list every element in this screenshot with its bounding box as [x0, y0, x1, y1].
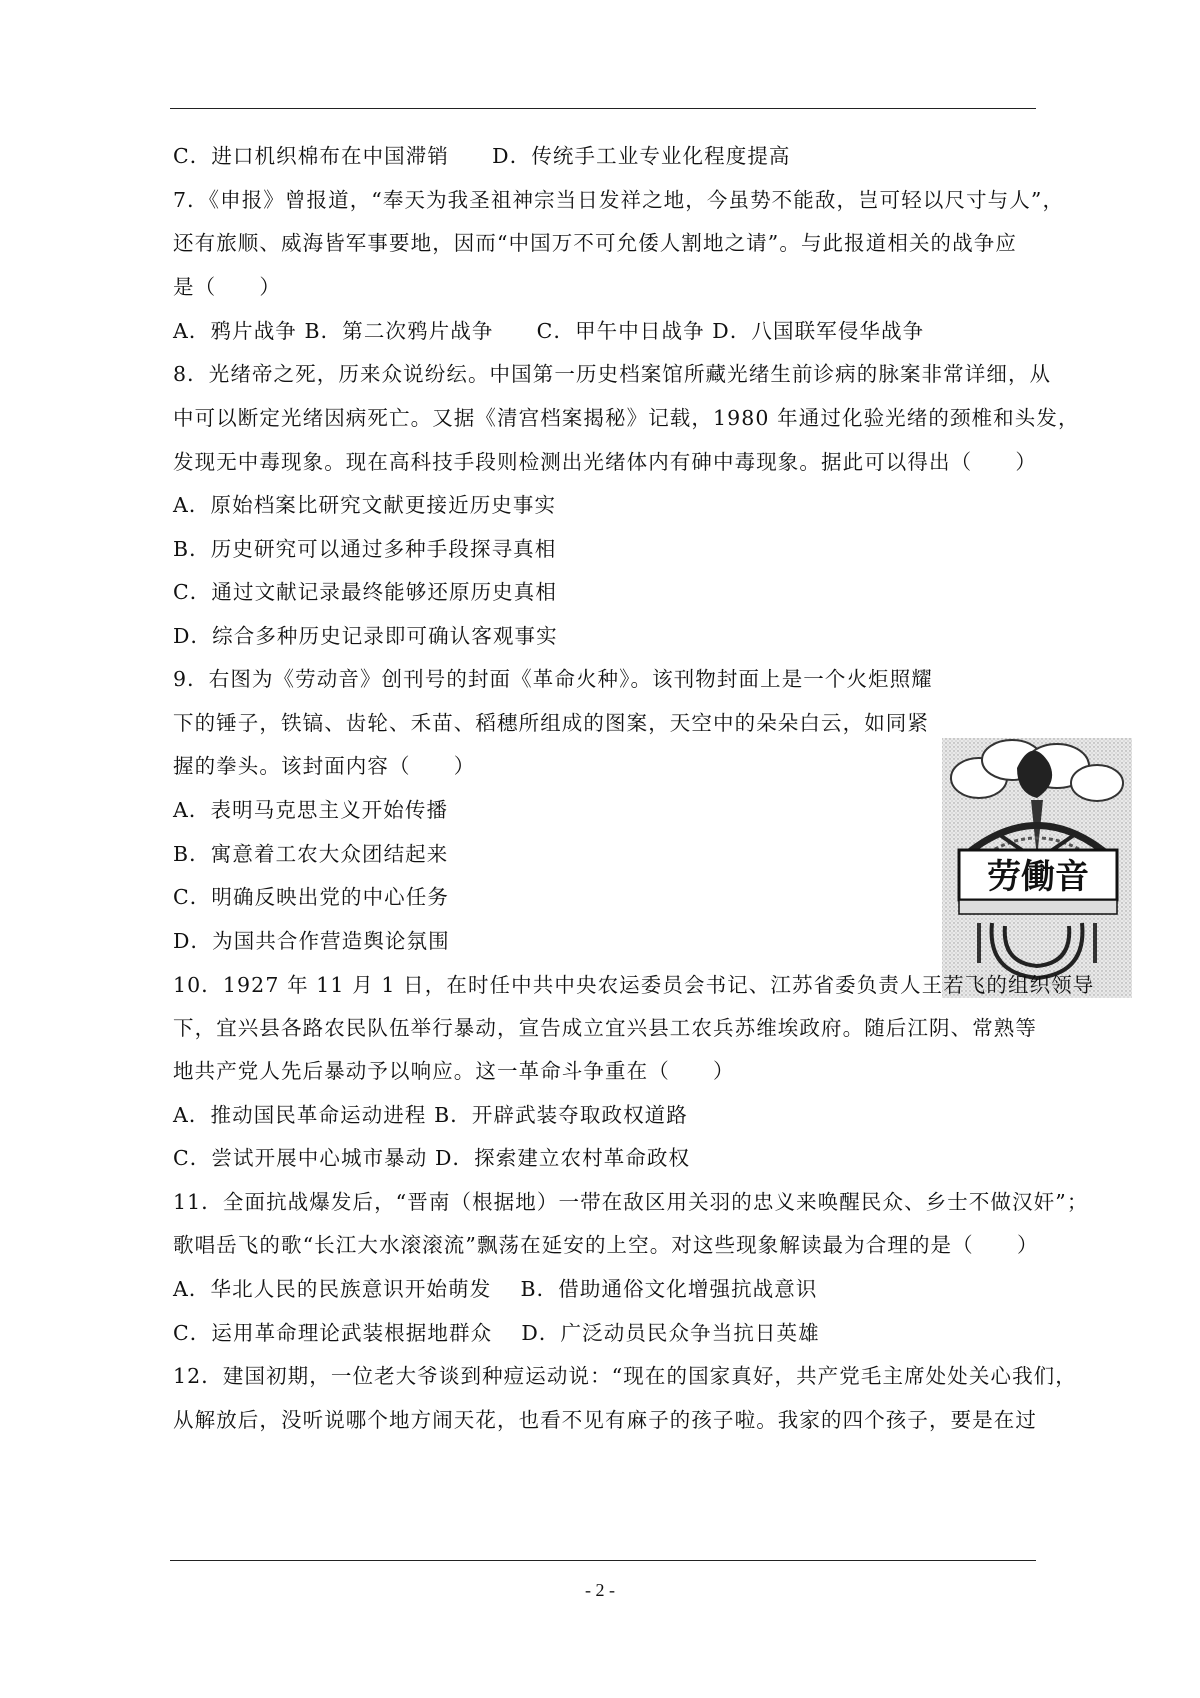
question-11-options-cd: C．运用革命理论武装根据地群众 D．广泛动员民众争当抗日英雄: [173, 1321, 820, 1345]
question-8-option-a: A．原始档案比研究文献更接近历史事实: [173, 493, 557, 517]
magazine-cover-drawing: [937, 738, 1137, 998]
question-6-options-cd: C．进口机织棉布在中国滞销 D．传统手工业专业化程度提高: [173, 144, 791, 168]
question-10-options-ab: A．推动国民革命运动进程 B．开辟武装夺取政权道路: [173, 1103, 688, 1127]
question-8-line-2: 中可以断定光绪因病死亡。又据《清宫档案揭秘》记载，1980 年通过化验光绪的颈椎和头发，: [173, 406, 1080, 430]
question-8-option-d: D．综合多种历史记录即可确认客观事实: [173, 624, 558, 648]
question-7-options: A．鸦片战争 B．第二次鸦片战争 C．甲午中日战争 D．八国联军侵华战争: [173, 319, 925, 343]
question-10-line-2: 下，宜兴县各路农民队伍举行暴动，宣告成立宜兴县工农兵苏维埃政府。随后江阴、常熟等: [173, 1016, 1037, 1040]
page-number: - 2 -: [585, 1580, 615, 1600]
question-8-line-1: 8．光绪帝之死，历来众说纷纭。中国第一历史档案馆所藏光绪生前诊病的脉案非常详细，从: [173, 362, 1052, 386]
question-9-line-1: 9．右图为《劳动音》创刊号的封面《革命火种》。该刊物封面上是一个火炬照耀: [173, 667, 933, 691]
question-7-line-3: 是（ ）: [173, 275, 281, 299]
question-12-line-1: 12．建国初期，一位老大爷谈到种痘运动说：“现在的国家真好，共产党毛主席处处关心我们，: [173, 1364, 1077, 1388]
header-rule: [170, 108, 1036, 109]
question-7-line-1: 7．《申报》曾报道，“奉天为我圣祖神宗当日发祥之地，今虽势不能敌，岂可轻以尺寸与人”，: [173, 188, 1065, 212]
question-9-line-3: 握的拳头。该封面内容（ ）: [173, 754, 476, 778]
question-11-line-2: 歌唱岳飞的歌“长江大水滚滚流”飘荡在延安的上空。对这些现象解读最为合理的是（ ）: [173, 1233, 1039, 1257]
question-8-line-3: 发现无中毒现象。现在高科技手段则检测出光绪体内有砷中毒现象。据此可以得出（ ）: [173, 450, 1037, 474]
question-9-line-2: 下的锤子，铁镐、齿轮、禾苗、稻穗所组成的图案，天空中的朵朵白云，如同紧: [173, 711, 929, 735]
magazine-cover-title: 劳働音: [987, 857, 1089, 897]
footer-rule: [170, 1560, 1036, 1561]
magazine-cover-image: [937, 738, 1137, 998]
question-9-option-b: B．寓意着工农大众团结起来: [173, 842, 449, 866]
question-8-option-c: C．通过文献记录最终能够还原历史真相: [173, 580, 557, 604]
question-9-option-a: A．表明马克思主义开始传播: [173, 798, 449, 822]
question-7-line-2: 还有旅顺、威海皆军事要地，因而“中国万不可允倭人割地之请”。与此报道相关的战争应: [173, 231, 1017, 255]
question-9-option-d: D．为国共合作营造舆论氛围: [173, 929, 450, 953]
question-11-options-ab: A．华北人民的民族意识开始萌发 B．借助通俗文化增强抗战意识: [173, 1277, 818, 1301]
question-12-line-2: 从解放后，没听说哪个地方闹天花，也看不见有麻子的孩子啦。我家的四个孩子，要是在过: [173, 1408, 1037, 1432]
question-11-line-1: 11．全面抗战爆发后，“晋南（根据地）一带在敌区用关羽的忠义来唤醒民众、乡士不做汉奸”；: [173, 1190, 1089, 1214]
question-10-line-1: 10．1927 年 11 月 1 日，在时任中共中央农运委员会书记、江苏省委负责人王若飞的组织领导: [173, 973, 1095, 997]
question-9-option-c: C．明确反映出党的中心任务: [173, 885, 449, 909]
question-10-options-cd: C．尝试开展中心城市暴动 D．探索建立农村革命政权: [173, 1146, 691, 1170]
question-10-line-3: 地共产党人先后暴动予以响应。这一革命斗争重在（ ）: [173, 1059, 735, 1083]
question-8-option-b: B．历史研究可以通过多种手段探寻真相: [173, 537, 557, 561]
